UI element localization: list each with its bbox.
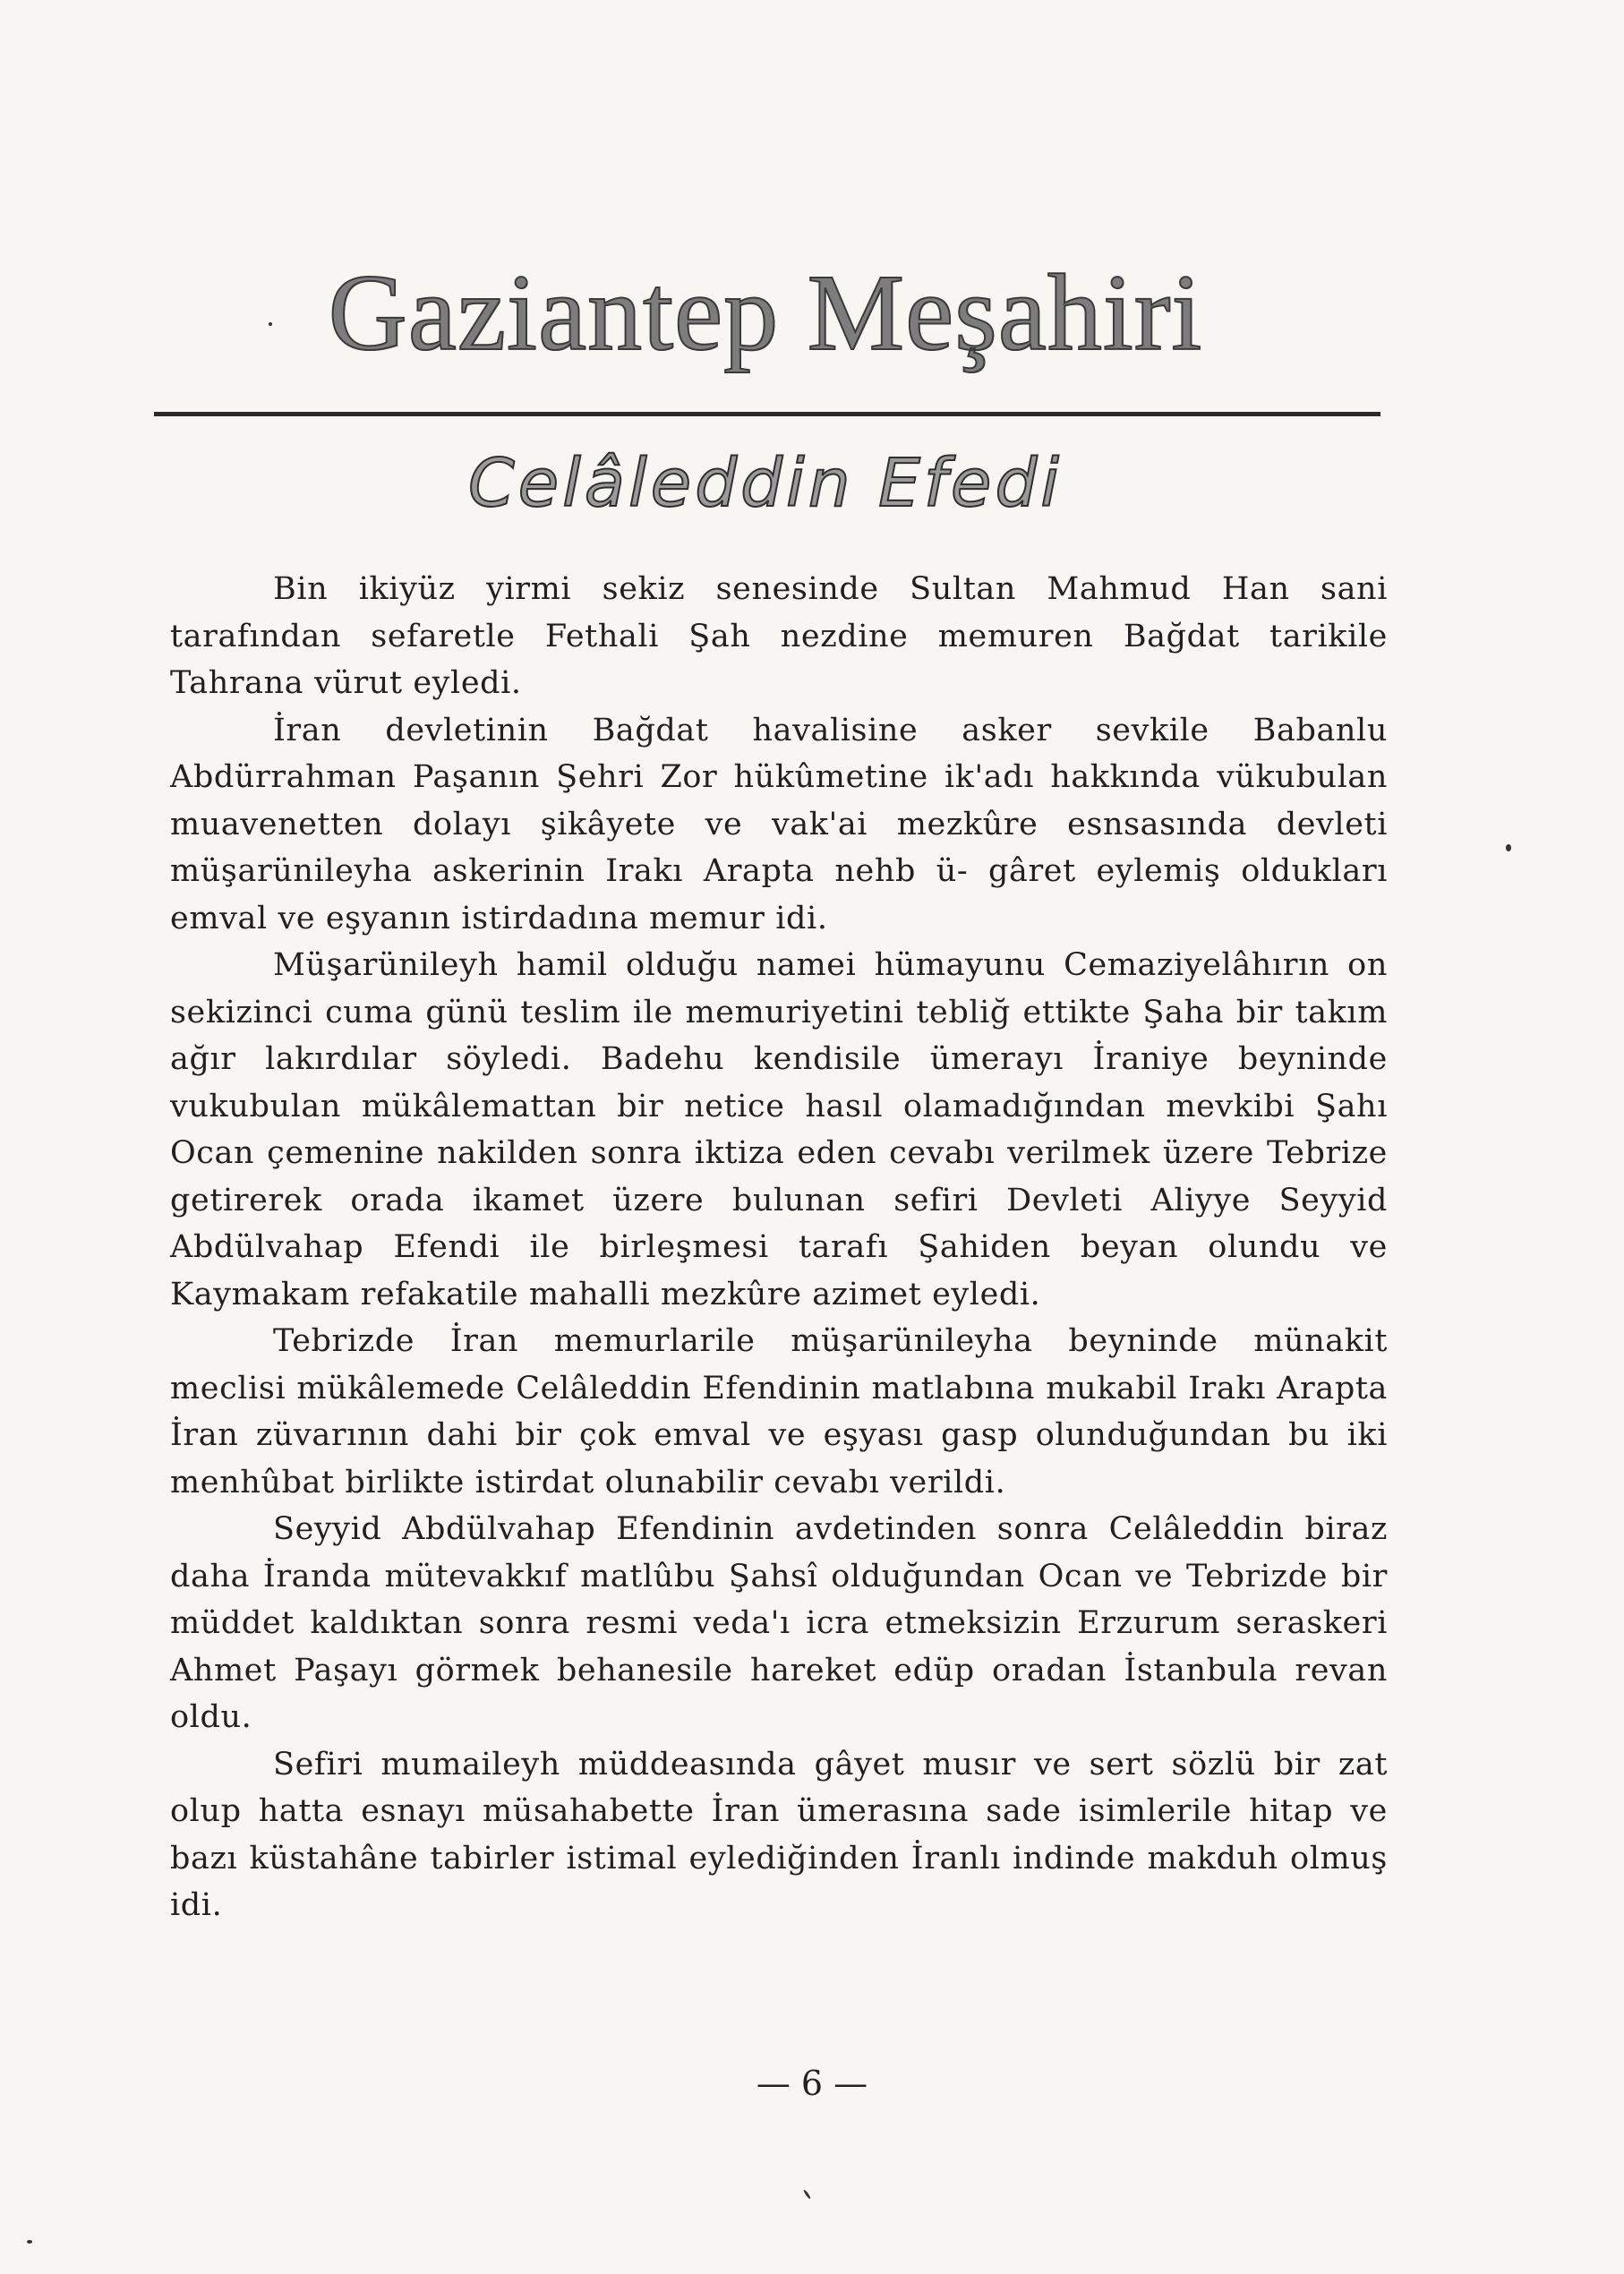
scan-speck	[27, 2240, 32, 2244]
page-number: — 6 —	[756, 2064, 868, 2103]
paragraph: Tebrizde İran memurlarile müşarünileyha beyninde münakit meclisi mükâlemede Celâleddin Efendinin matlabına mukabil Irakı Arapta İran züvarının dahi bir çok emval ve eşyası gasp olunduğundan bu iki menhûbat birlikte istirdat olunabilir cevabı verildi.	[170, 1323, 1388, 1500]
masthead-rule	[154, 412, 1380, 416]
paragraph: İran devletinin Bağdat havalisine asker sevkile Babanlu Abdürrahman Paşanın Şehri Zor hükûmetine ik'adı hakkında vükubulan muavenetten dolayı şikâyete ve vak'ai mezkûre esnsasında devleti müşarünileyha askerinin Irakı Arapta nehb ü- gâret eylemiş oldukları emval ve eşyanın istirdadına memur idi.	[170, 712, 1388, 936]
article-subtitle: Celâleddin Efedi	[468, 445, 1063, 522]
paragraph: Sefiri mumaileyh müddeasında gâyet musır ve sert sözlü bir zat olup hatta esnayı müsahabette İran ümerasına sade isimlerile hitap ve bazı küstahâne tabirler istimal eylediğinden İranlı indinde makduh olmuş idi.	[170, 1746, 1388, 1923]
article-body	[170, 566, 1388, 1929]
scan-speck	[269, 322, 272, 326]
paragraph: Seyyid Abdülvahap Efendinin avdetinden sonra Celâleddin biraz daha İranda mütevakkıf matlûbu Şahsî olduğundan Ocan ve Tebrizde bir müddet kaldıktan sonra resmi veda'ı icra etmeksizin Erzurum seraskeri Ahmet Paşayı görmek behanesile hareket edüp oradan İstanbula revan oldu.	[170, 1511, 1388, 1735]
scan-speck	[1506, 844, 1511, 851]
scan-speck	[803, 2189, 811, 2200]
masthead-title: Gaziantep Meşahiri	[328, 252, 1203, 373]
paragraph: Bin ikiyüz yirmi sekiz senesinde Sultan Mahmud Han sani tarafından sefaretle Fethali Şah nezdine memuren Bağdat tarikile Tahrana vürut eyledi.	[170, 571, 1388, 701]
paragraph: Müşarünileyh hamil olduğu namei hümayunu Cemaziyelâhırın on sekizinci cuma günü teslim ile memuriyetini tebliğ ettikte Şaha bir takım ağır lakırdılar söyledi. Badehu kendisile ümerayı İraniye beyninde vukubulan mükâlemattan bir netice hasıl olamadığından mevkibi Şahı Ocan çemenine nakilden sonra iktiza eden cevabı verilmek üzere Tebrize getirerek orada ikamet üzere bulunan sefiri Devleti Aliyye Seyyid Abdülvahap Efendi ile birleşmesi tarafı Şahiden beyan olundu ve Kaymakam refakatile mahalli mezkûre azimet eyledi.	[170, 947, 1388, 1312]
